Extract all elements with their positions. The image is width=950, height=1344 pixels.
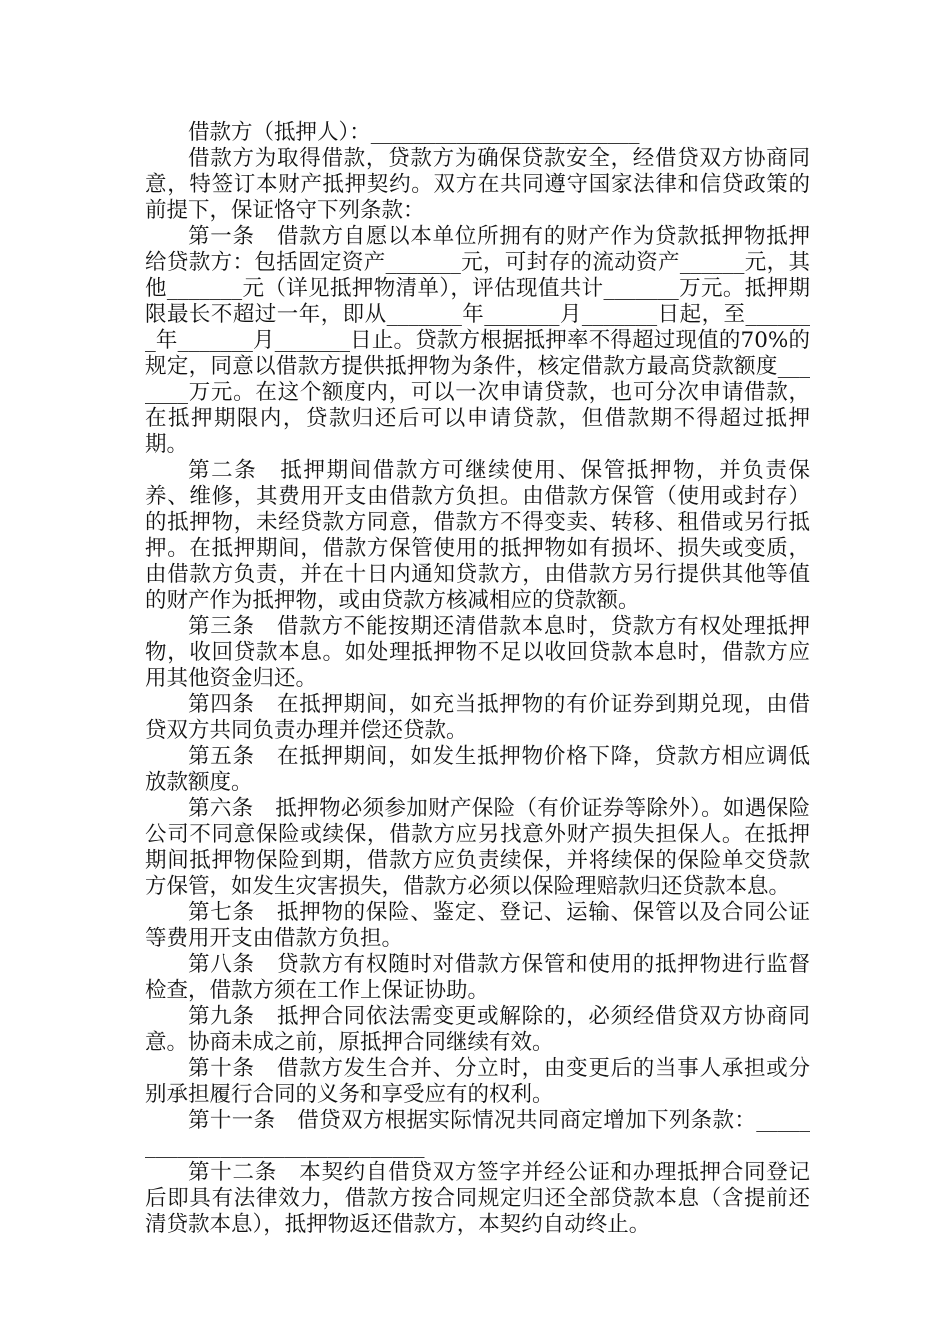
article-5: 第五条 在抵押期间，如发生抵押物价格下降，贷款方相应调低放款额度。 bbox=[145, 744, 810, 795]
article-9: 第九条 抵押合同依法需变更或解除的，必须经借贷双方协商同意。协商未成之前，原抵押合同继续有效。 bbox=[145, 1004, 810, 1055]
article-12: 第十二条 本契约自借贷双方签字并经公证和办理抵押合同登记后即具有法律效力，借款方按合同规定归还全部贷款本息（含提前还清贷款本息），抵押物返还借款方，本契约自动终止。 bbox=[145, 1160, 810, 1237]
contract-body bbox=[145, 120, 810, 1238]
article-8: 第八条 贷款方有权随时对借款方保管和使用的抵押物进行监督检查，借款方须在工作上保证协助。 bbox=[145, 952, 810, 1003]
article-7: 第七条 抵押物的保险、鉴定、登记、运输、保管以及合同公证等费用开支由借款方负担。 bbox=[145, 900, 810, 951]
article-6: 第六条 抵押物必须参加财产保险（有价证券等除外）。如遇保险公司不同意保险或续保，借款方应另找意外财产损失担保人。在抵押期间抵押物保险到期，借款方应负责续保，并将续保的保险单交贷款方保管，如发生灾害损失，借款方必须以保险理赔款归还贷款本息。 bbox=[145, 796, 810, 899]
article-2: 第二条 抵押期间借款方可继续使用、保管抵押物，并负责保养、维修，其费用开支由借款方负担。由借款方保管（使用或封存）的抵押物，未经贷款方同意，借款方不得变卖、转移、租借或另行抵押。在抵押期间，借款方保管使用的抵押物如有损坏、损失或变质，由借款方负责，并在十日内通知贷款方，由借款方另行提供其他等值的财产作为抵押物，或由贷款方核减相应的贷款额。 bbox=[145, 458, 810, 613]
article-3: 第三条 借款方不能按期还清借款本息时，贷款方有权处理抵押物，收回贷款本息。如处理抵押物不足以收回贷款本息时，借款方应用其他资金归还。 bbox=[145, 614, 810, 691]
article-10: 第十条 借款方发生合并、分立时，由变更后的当事人承担或分别承担履行合同的义务和享受应有的权利。 bbox=[145, 1056, 810, 1107]
article-1: 第一条 借款方自愿以本单位所拥有的财产作为贷款抵押物抵押给贷款方：包括固定资产_______元，可封存的流动资产______元，其他_______元（详见抵押物清单），评估现值共计_______万元。抵押期限最长不超过一年，即从_______年_______月_______日起，至_______年_______月_______日止。贷款方根据抵押率不得超过现值的70%的规定，同意以借款方提供抵押物为条件，核定借款方最高贷款额度_______万元。在这个额度内，可以一次申请贷款，也可分次申请借款，在抵押期限内，贷款归还后可以申请贷款，但借款期不得超过抵押期。 bbox=[145, 224, 810, 457]
preamble: 借款方为取得借款，贷款方为确保贷款安全，经借贷双方协商同意，特签订本财产抵押契约。双方在共同遵守国家法律和信贷政策的前提下，保证恪守下列条款： bbox=[145, 146, 810, 223]
article-4: 第四条 在抵押期间，如充当抵押物的有价证券到期兑现，由借贷双方共同负责办理并偿还贷款。 bbox=[145, 692, 810, 743]
article-11: 第十一条 借贷双方根据实际情况共同商定增加下列条款：_______________________________ bbox=[145, 1108, 810, 1159]
borrower-line: 借款方（抵押人）：_________________________ bbox=[188, 120, 640, 145]
